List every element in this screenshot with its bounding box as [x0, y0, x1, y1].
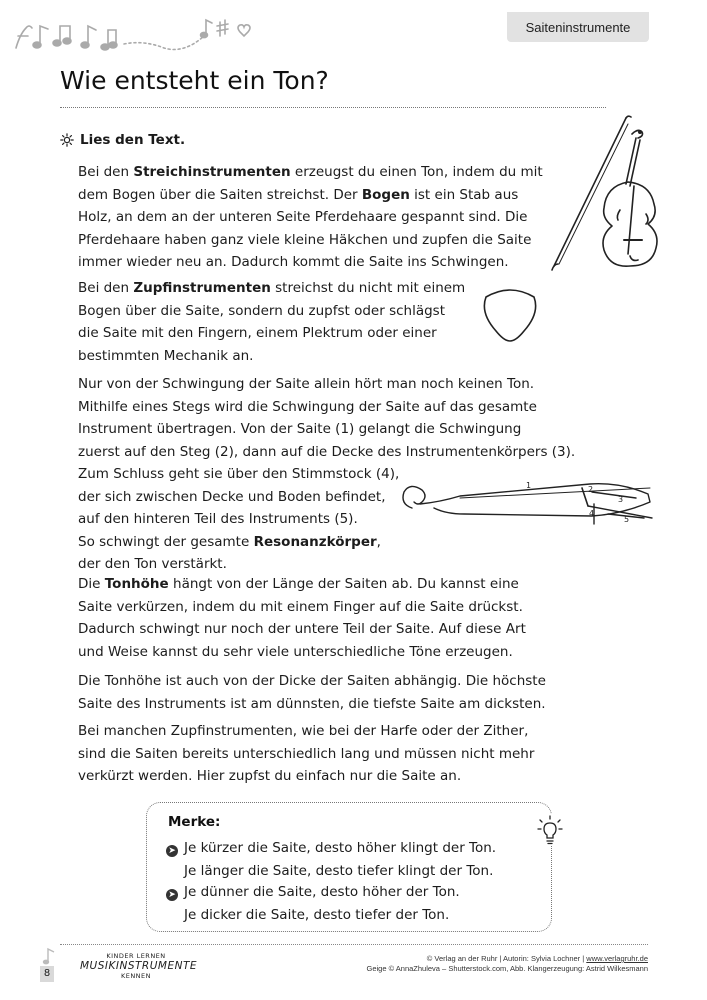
sun-icon [60, 133, 74, 147]
paragraph-line [78, 670, 546, 693]
plectrum-illustration [478, 283, 542, 347]
text-run: Instrument übertragen. Von der Saite (1) gelangt die Schwingung [78, 421, 522, 437]
book-series-logo [80, 952, 197, 980]
footer-divider [60, 944, 648, 945]
violin-illustration [548, 114, 658, 272]
paragraph-tonhoehe [78, 573, 526, 663]
logo-line-1: KINDER LERNEN [106, 952, 166, 960]
task-text: Lies den Text. [80, 132, 186, 148]
text-run: Saite des Instruments ist am dünnsten, die tiefste Saite am dicksten. [78, 695, 546, 712]
paragraph-line [78, 396, 575, 419]
merke-rule-line: Je kürzer die Saite, desto höher klingt der Ton. [184, 840, 497, 856]
credit-text: © Verlag an der Ruhr | Autorin: Sylvia Lochner | [426, 954, 587, 963]
page-number: 8 [40, 966, 54, 982]
merke-title: Merke: [168, 814, 221, 830]
arrow-right-icon: ➤ [166, 889, 178, 901]
section-label: Saiteninstrumente [525, 19, 631, 35]
paragraph-line [78, 441, 575, 464]
paragraph-line [78, 322, 465, 345]
text-run: Nur von der Schwingung der Saite allein hört man noch keinen Ton. [78, 376, 535, 392]
image-credits: Geige © AnnaZhuleva – Shutterstock.com, Abb. Klangerzeugung: Astrid Wilkesmann [366, 964, 648, 973]
bold-term: Tonhöhe [104, 576, 169, 592]
text-run: Pferdehaare haben ganz viele kleine Häkchen und zupfen die Saite [78, 231, 532, 248]
text-run: dem Bogen über die Saiten streichst. Der [78, 186, 362, 203]
text-run: Saite verkürzen, indem du mit einem Finger auf die Saite drückst. [78, 598, 523, 615]
text-run: Bei den [78, 280, 134, 296]
diagram-label-5: 5 [624, 515, 630, 524]
text-run: sind die Saiten bereits unterschiedlich lang und müssen nicht mehr [78, 745, 535, 762]
music-notes-decoration [6, 8, 256, 56]
task-instruction [60, 132, 185, 148]
title-divider [60, 107, 606, 108]
text-run: Zum Schluss geht sie über den Stimmstock (4), [78, 466, 400, 482]
text-run: die Saite mit den Fingern, einem Plektrum oder einer [78, 325, 437, 341]
paragraph-line [78, 251, 543, 274]
text-run: der den Ton verstärkt. [78, 556, 227, 572]
text-run: Mithilfe eines Stegs wird die Schwingung der Saite auf das gesamte [78, 398, 537, 415]
paragraph-line [78, 373, 575, 396]
paragraph-line [78, 596, 526, 619]
paragraph-line [78, 418, 575, 441]
paragraph-line [78, 693, 546, 716]
page-title: Wie entsteht ein Ton? [60, 66, 329, 95]
merke-rule-dicke [166, 881, 460, 926]
bold-term: Bogen [361, 186, 410, 203]
text-run: streichst du nicht mit einem [270, 280, 466, 296]
text-run: immer wieder neu an. Dadurch kommt die Saite ins Schwingen. [78, 254, 509, 270]
diagram-label-2: 2 [588, 485, 594, 494]
paragraph-line [78, 618, 526, 641]
text-run: Bogen über die Saite, sondern du zupfst oder schlägst [78, 302, 445, 319]
text-run: der sich zwischen Decke und Boden befindet, [78, 488, 386, 505]
text-run: Bei den [78, 164, 134, 180]
logo-line-2: MUSIKINSTRUMENTE [80, 960, 197, 972]
text-run: So schwingt der gesamte [78, 533, 254, 550]
paragraph-line [78, 206, 543, 229]
diagram-label-4: 4 [589, 509, 595, 518]
paragraph-line [78, 641, 526, 664]
merke-rule-line: Je länger die Saite, desto tiefer klingt der Ton. [184, 862, 494, 879]
text-run: hängt von der Länge der Saiten ab. Du kannst eine [168, 576, 519, 592]
text-run: Dadurch schwingt nur noch der untere Teil der Saite. Auf diese Art [78, 621, 526, 637]
text-run: Bei manchen Zupfinstrumenten, wie bei der Harfe oder der Zither, [78, 723, 529, 739]
merke-rule-line: Je dünner die Saite, desto höher der Ton. [184, 884, 460, 900]
text-run: Holz, an dem an der unteren Seite Pferdehaare gespannt sind. Die [78, 209, 528, 225]
paragraph-line [78, 765, 534, 788]
diagram-label-1: 1 [526, 481, 532, 490]
paragraph-line [78, 743, 534, 766]
footer-credits [366, 954, 648, 974]
paragraph-dicke [78, 670, 546, 715]
section-tab [507, 12, 649, 42]
paragraph-line [78, 277, 465, 300]
bold-term: Resonanzkörper [253, 533, 377, 550]
paragraph-line [78, 161, 543, 184]
paragraph-line [78, 573, 526, 596]
violin-cross-section-diagram [396, 474, 658, 538]
text-run: verkürzt werden. Hier zupfst du einfach nur die Saite an. [78, 768, 462, 784]
bold-term: Zupfinstrumenten [133, 280, 271, 296]
lightbulb-icon [536, 814, 564, 846]
publisher-link[interactable]: www.verlagruhr.de [586, 954, 648, 963]
paragraph-line [78, 345, 465, 368]
paragraph-line [78, 229, 543, 252]
paragraph-line [78, 720, 534, 743]
note-icon [42, 946, 56, 966]
arrow-right-icon: ➤ [166, 845, 178, 857]
diagram-label-3: 3 [618, 495, 624, 504]
paragraph-line [78, 184, 543, 207]
text-run: auf den hinteren Teil des Instruments (5). [78, 511, 358, 527]
merke-rule-line: Je dicker die Saite, desto tiefer der Ton. [184, 906, 450, 923]
text-run: ist ein Stab aus [409, 186, 519, 203]
bold-term: Streichinstrumenten [133, 164, 291, 180]
text-run: erzeugst du einen Ton, indem du mit [290, 164, 543, 180]
merke-rule-laenge [166, 837, 496, 882]
text-run: zuerst auf den Steg (2), dann auf die Decke des Instrumentenkörpers (3). [78, 443, 576, 460]
text-run: Die [78, 576, 105, 592]
paragraph-zupfinstrumente [78, 277, 465, 367]
text-run: und Weise kannst du sehr viele unterschiedliche Töne erzeugen. [78, 643, 513, 660]
text-run: , [376, 533, 381, 550]
paragraph-streichinstrumente [78, 161, 543, 274]
paragraph-line [78, 300, 465, 323]
text-run: bestimmten Mechanik an. [78, 347, 254, 364]
logo-line-3: KENNEN [120, 972, 152, 980]
text-run: Die Tonhöhe ist auch von der Dicke der Saiten abhängig. Die höchste [78, 673, 546, 689]
paragraph-zupfinstrumente-harfe [78, 720, 534, 788]
violin-peg [638, 130, 642, 134]
